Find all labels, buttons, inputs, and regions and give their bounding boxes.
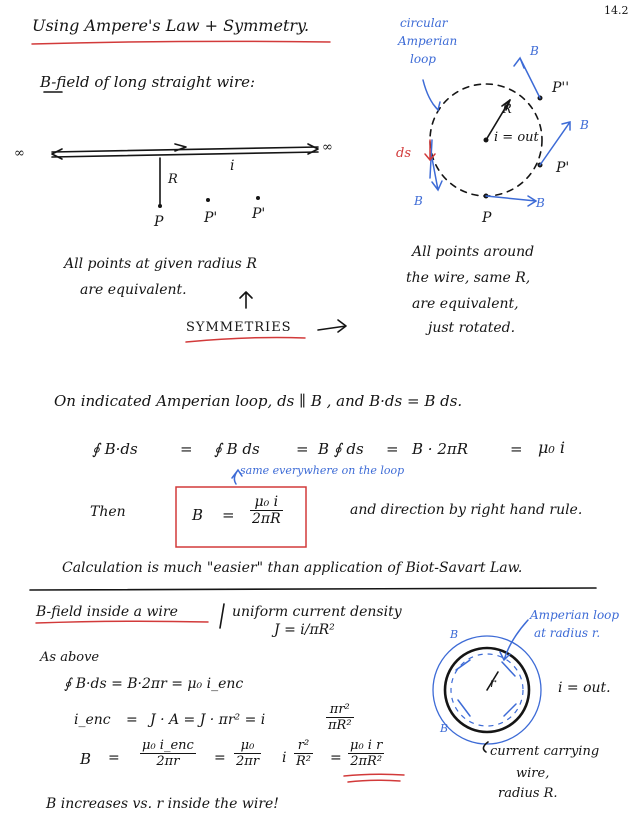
uniform-density: uniform current density [232,604,402,620]
b-inside-equals-2: = [214,750,226,766]
frac3-numerator: r² [297,738,310,753]
wire-right-infinity: ∞ [322,140,333,155]
b-inside-fraction-4 [348,738,384,769]
ds-label: ds [396,146,411,161]
wire-note-line2: wire, [516,766,550,781]
section1-heading: B-field of long straight wire: [40,73,256,91]
note-left-line2: are equivalent. [80,282,187,298]
loop-note-line2: at radius r. [534,626,601,640]
result-underline [344,774,404,776]
loop-p-top: P'' [552,80,570,96]
cs-b-label-b: B [440,722,449,735]
direction-note: and direction by right hand rule. [350,502,583,518]
conclusion: B increases vs. r inside the wire! [46,796,279,812]
eq-ampere-inside: ∮ B·ds = B·2πr = μ₀ i_enc [64,676,244,692]
loop-label-line3: loop [410,52,436,66]
frac2-numerator: μ₀ [240,738,255,753]
ienc-lhs: i_enc [74,712,111,728]
frac4-numerator: μ₀ i r [350,738,383,753]
b-inside-lhs: B [80,750,92,768]
b-inside-equals-3: = [330,750,342,766]
note-left-line1: All points at given radius R [64,256,257,272]
note-right-line4: just rotated. [428,320,516,336]
as-above: As above [40,650,100,665]
cs-r-label: r [490,676,496,690]
symmetries-label: SYMMETRIES [186,320,292,335]
eq-equals-4: = [510,440,523,458]
then-label: Then [90,504,126,520]
page-title: Using Ampere's Law + Symmetry. [32,16,310,35]
frac4-denominator: 2πR² [348,753,384,769]
b-label-left: B [414,194,423,208]
result-b: B [192,506,204,524]
same-everywhere-note: same everywhere on the loop [240,464,405,477]
section3-underline [36,621,208,623]
page-number: 14.2 [604,4,629,17]
b-label-right: B [580,118,589,132]
symmetries-underline [186,338,305,343]
eq-term-4: μ₀ i [538,438,566,457]
loop-p-bottom: P [482,210,492,226]
ienc-equals: = [126,712,138,728]
eq-equals-3: = [386,440,399,458]
ienc-rhs: J · A = J · πr² = i [150,712,266,728]
point-p: P [154,214,164,230]
amperian-loop-line: On indicated Amperian loop, ds ∥ B , and B·ds = B ds. [54,392,463,410]
result-numerator: μ₀ i [254,494,279,510]
ienc-denominator: πR² [328,718,352,733]
b-inside-fraction-3 [294,738,313,769]
eq-equals-1: = [180,440,193,458]
loop-i-out: i = out [494,130,539,145]
b-inside-equals-1: = [108,750,120,766]
frac2-denominator: 2πr [236,754,260,769]
wire-left-infinity: ∞ [14,146,25,161]
frac-mid-i: i [282,750,287,766]
i-out-inside: i = out. [558,680,611,696]
eq-equals-2: = [296,440,309,458]
point-p1: P' [204,210,218,226]
right-arrow [318,320,346,332]
wire-note-line3: radius R. [498,786,558,801]
section-divider [30,588,596,590]
note-right-line2: the wire, same R, [406,270,531,286]
eq-term-2: B ∮ ds [318,440,364,458]
b-label-top: B [530,44,539,58]
up-arrow [240,292,252,308]
result-fraction [250,494,283,527]
eq-term-1: ∮ B ds [214,440,260,458]
b-label-bottom: B [536,196,545,210]
title-underline [32,41,330,44]
eq-term-3: B · 2πR [412,440,469,458]
current-label: i [230,158,235,174]
loop-p-right: P' [556,160,570,176]
straight-wire [52,144,318,208]
cs-b-label-a: B [450,628,459,641]
note-right-line1: All points around [412,244,535,260]
ienc-fraction [326,702,354,733]
radius-label: R [168,172,178,187]
loop-note-line1: Amperian loop [530,608,620,622]
j-equation: J = i/πR² [274,622,335,638]
b-inside-fraction-1 [140,738,196,769]
result-denominator: 2πR [252,511,281,527]
frac1-denominator: 2πr [140,753,196,769]
b-inside-fraction-2 [234,738,261,769]
loop-r-label: R [502,102,512,117]
frac1-numerator: μ₀ i_enc [142,738,194,753]
result-equals: = [222,506,235,524]
note-right-line3: are equivalent, [412,296,519,312]
section3-heading: B-field inside a wire [36,604,178,620]
calculation-note: Calculation is much "easier" than application of Biot-Savart Law. [62,560,523,576]
eq-lhs: ∮ B·ds [92,440,138,458]
loop-label-line1: circular [400,16,448,30]
point-p2: P' [252,206,266,222]
wire-note-line1: current carrying [490,744,600,759]
loop-label-line2: Amperian [398,34,458,48]
ienc-numerator: πr² [329,702,350,717]
frac3-denominator: R² [296,754,311,769]
